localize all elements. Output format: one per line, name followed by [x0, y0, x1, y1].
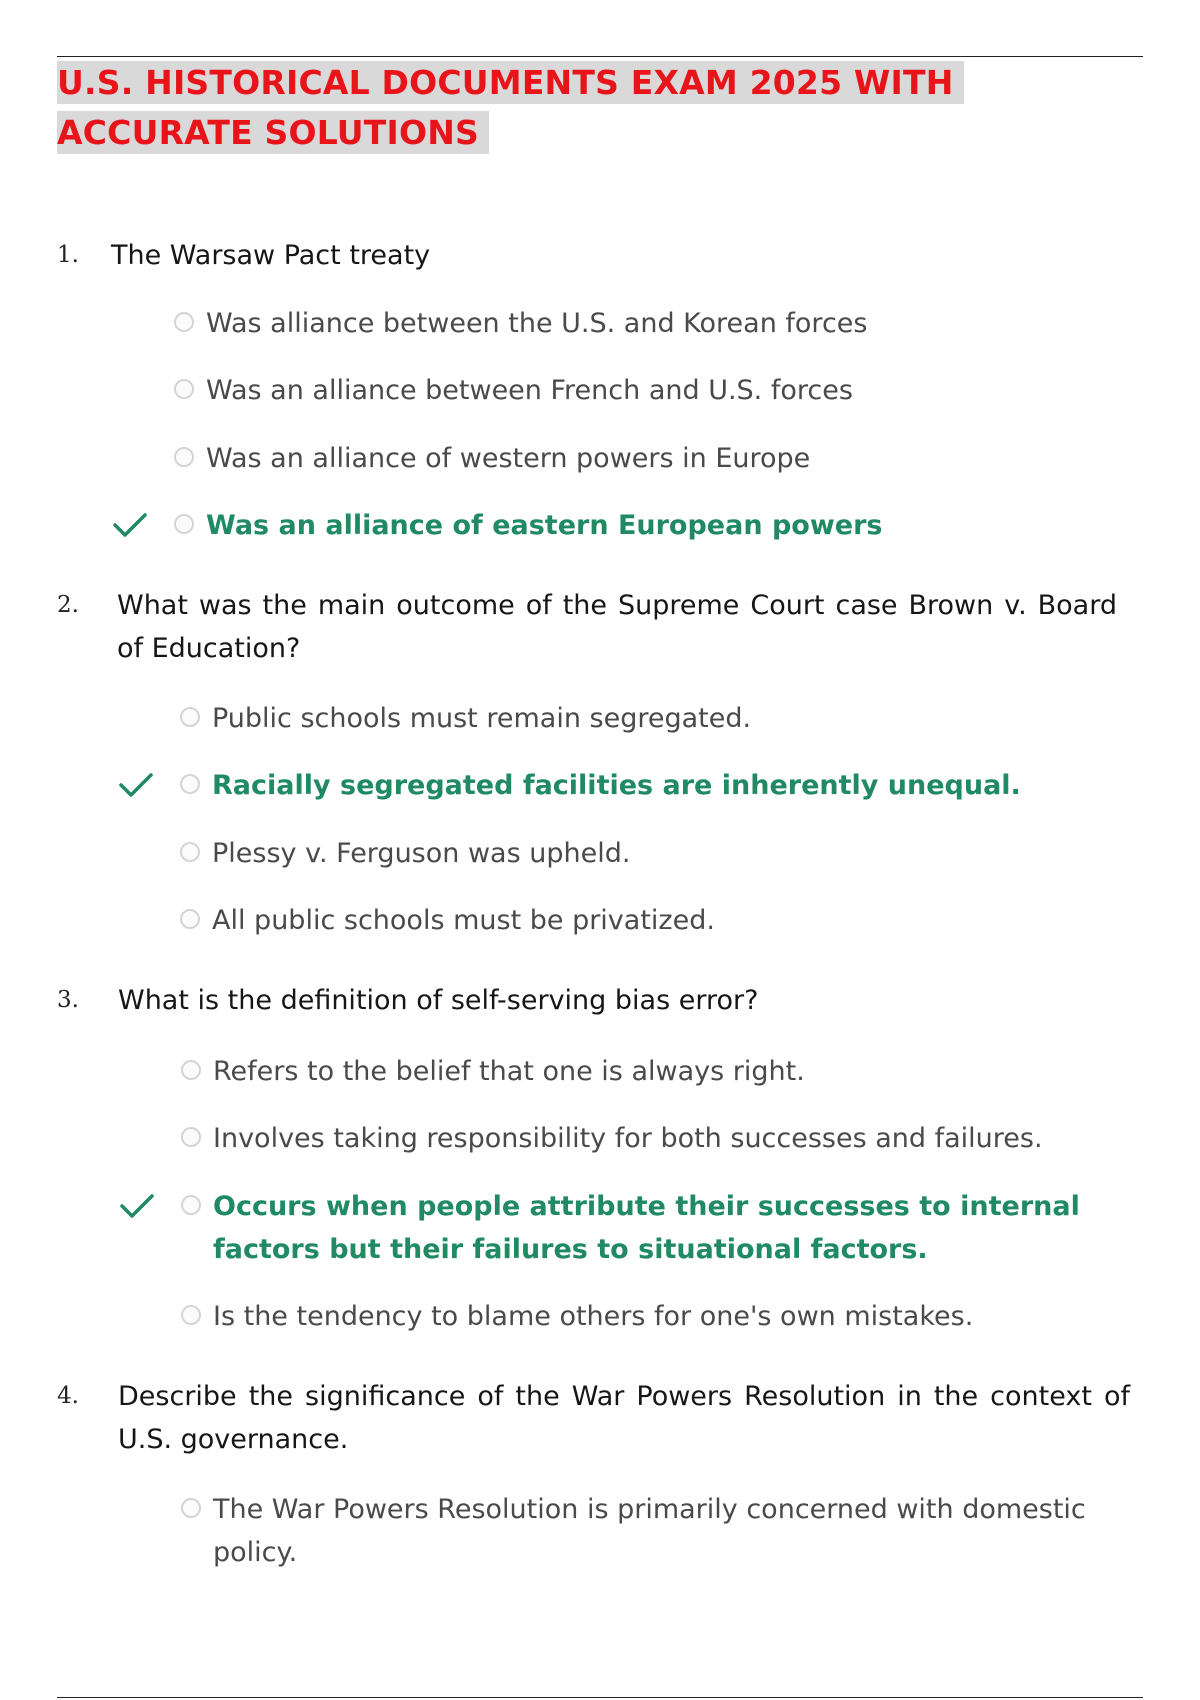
checkmark-icon — [118, 770, 154, 800]
bottom-rule — [57, 1697, 1143, 1698]
question-number: 3. — [57, 987, 79, 1013]
radio-button[interactable] — [174, 379, 194, 399]
question-number: 2. — [57, 592, 79, 618]
option-text: Was alliance between the U.S. and Korean forces — [206, 308, 868, 339]
radio-button[interactable] — [181, 1305, 201, 1325]
option-text: Occurs when people attribute their successes to internal factors but their failures to situational factors. — [213, 1191, 1080, 1265]
radio-button[interactable] — [174, 447, 194, 467]
option-text: Plessy v. Ferguson was upheld. — [212, 838, 631, 869]
radio-button[interactable] — [181, 1498, 201, 1518]
question-number: 4. — [57, 1383, 79, 1409]
option-text: Was an alliance of eastern European powers — [206, 510, 883, 541]
radio-button[interactable] — [180, 842, 200, 862]
question-text: What was the main outcome of the Supreme Court case Brown v. Board of Education? — [117, 590, 1117, 664]
radio-button[interactable] — [181, 1127, 201, 1147]
option-text: Involves taking responsibility for both successes and failures. — [213, 1123, 1043, 1154]
option-text: The War Powers Resolution is primarily concerned with domestic policy. — [213, 1494, 1086, 1568]
option-text: Is the tendency to blame others for one's own mistakes. — [213, 1301, 974, 1332]
radio-button[interactable] — [181, 1195, 201, 1215]
checkmark-icon — [119, 1191, 155, 1221]
option-text: All public schools must be privatized. — [212, 905, 715, 936]
option-text: Public schools must remain segregated. — [212, 703, 752, 734]
question-text: What is the definition of self-serving bias error? — [118, 985, 759, 1016]
radio-button[interactable] — [174, 312, 194, 332]
option-text: Was an alliance of western powers in Europe — [206, 443, 811, 474]
checkmark-icon — [112, 510, 148, 540]
radio-button[interactable] — [180, 774, 200, 794]
top-rule — [57, 56, 1143, 57]
document-title: U.S. HISTORICAL DOCUMENTS EXAM 2025 WITH ACCURATE SOLUTIONS — [57, 58, 1137, 158]
option-text: Was an alliance between French and U.S. forces — [206, 375, 853, 406]
radio-button[interactable] — [181, 1060, 201, 1080]
radio-button[interactable] — [174, 514, 194, 534]
radio-button[interactable] — [180, 909, 200, 929]
option-text: Racially segregated facilities are inherently unequal. — [212, 770, 1021, 801]
question-text: Describe the significance of the War Powers Resolution in the context of U.S. governance. — [118, 1381, 1130, 1455]
option-text: Refers to the belief that one is always right. — [213, 1056, 805, 1087]
question-number: 1. — [57, 242, 79, 268]
question-text: The Warsaw Pact treaty — [111, 240, 431, 271]
radio-button[interactable] — [180, 707, 200, 727]
